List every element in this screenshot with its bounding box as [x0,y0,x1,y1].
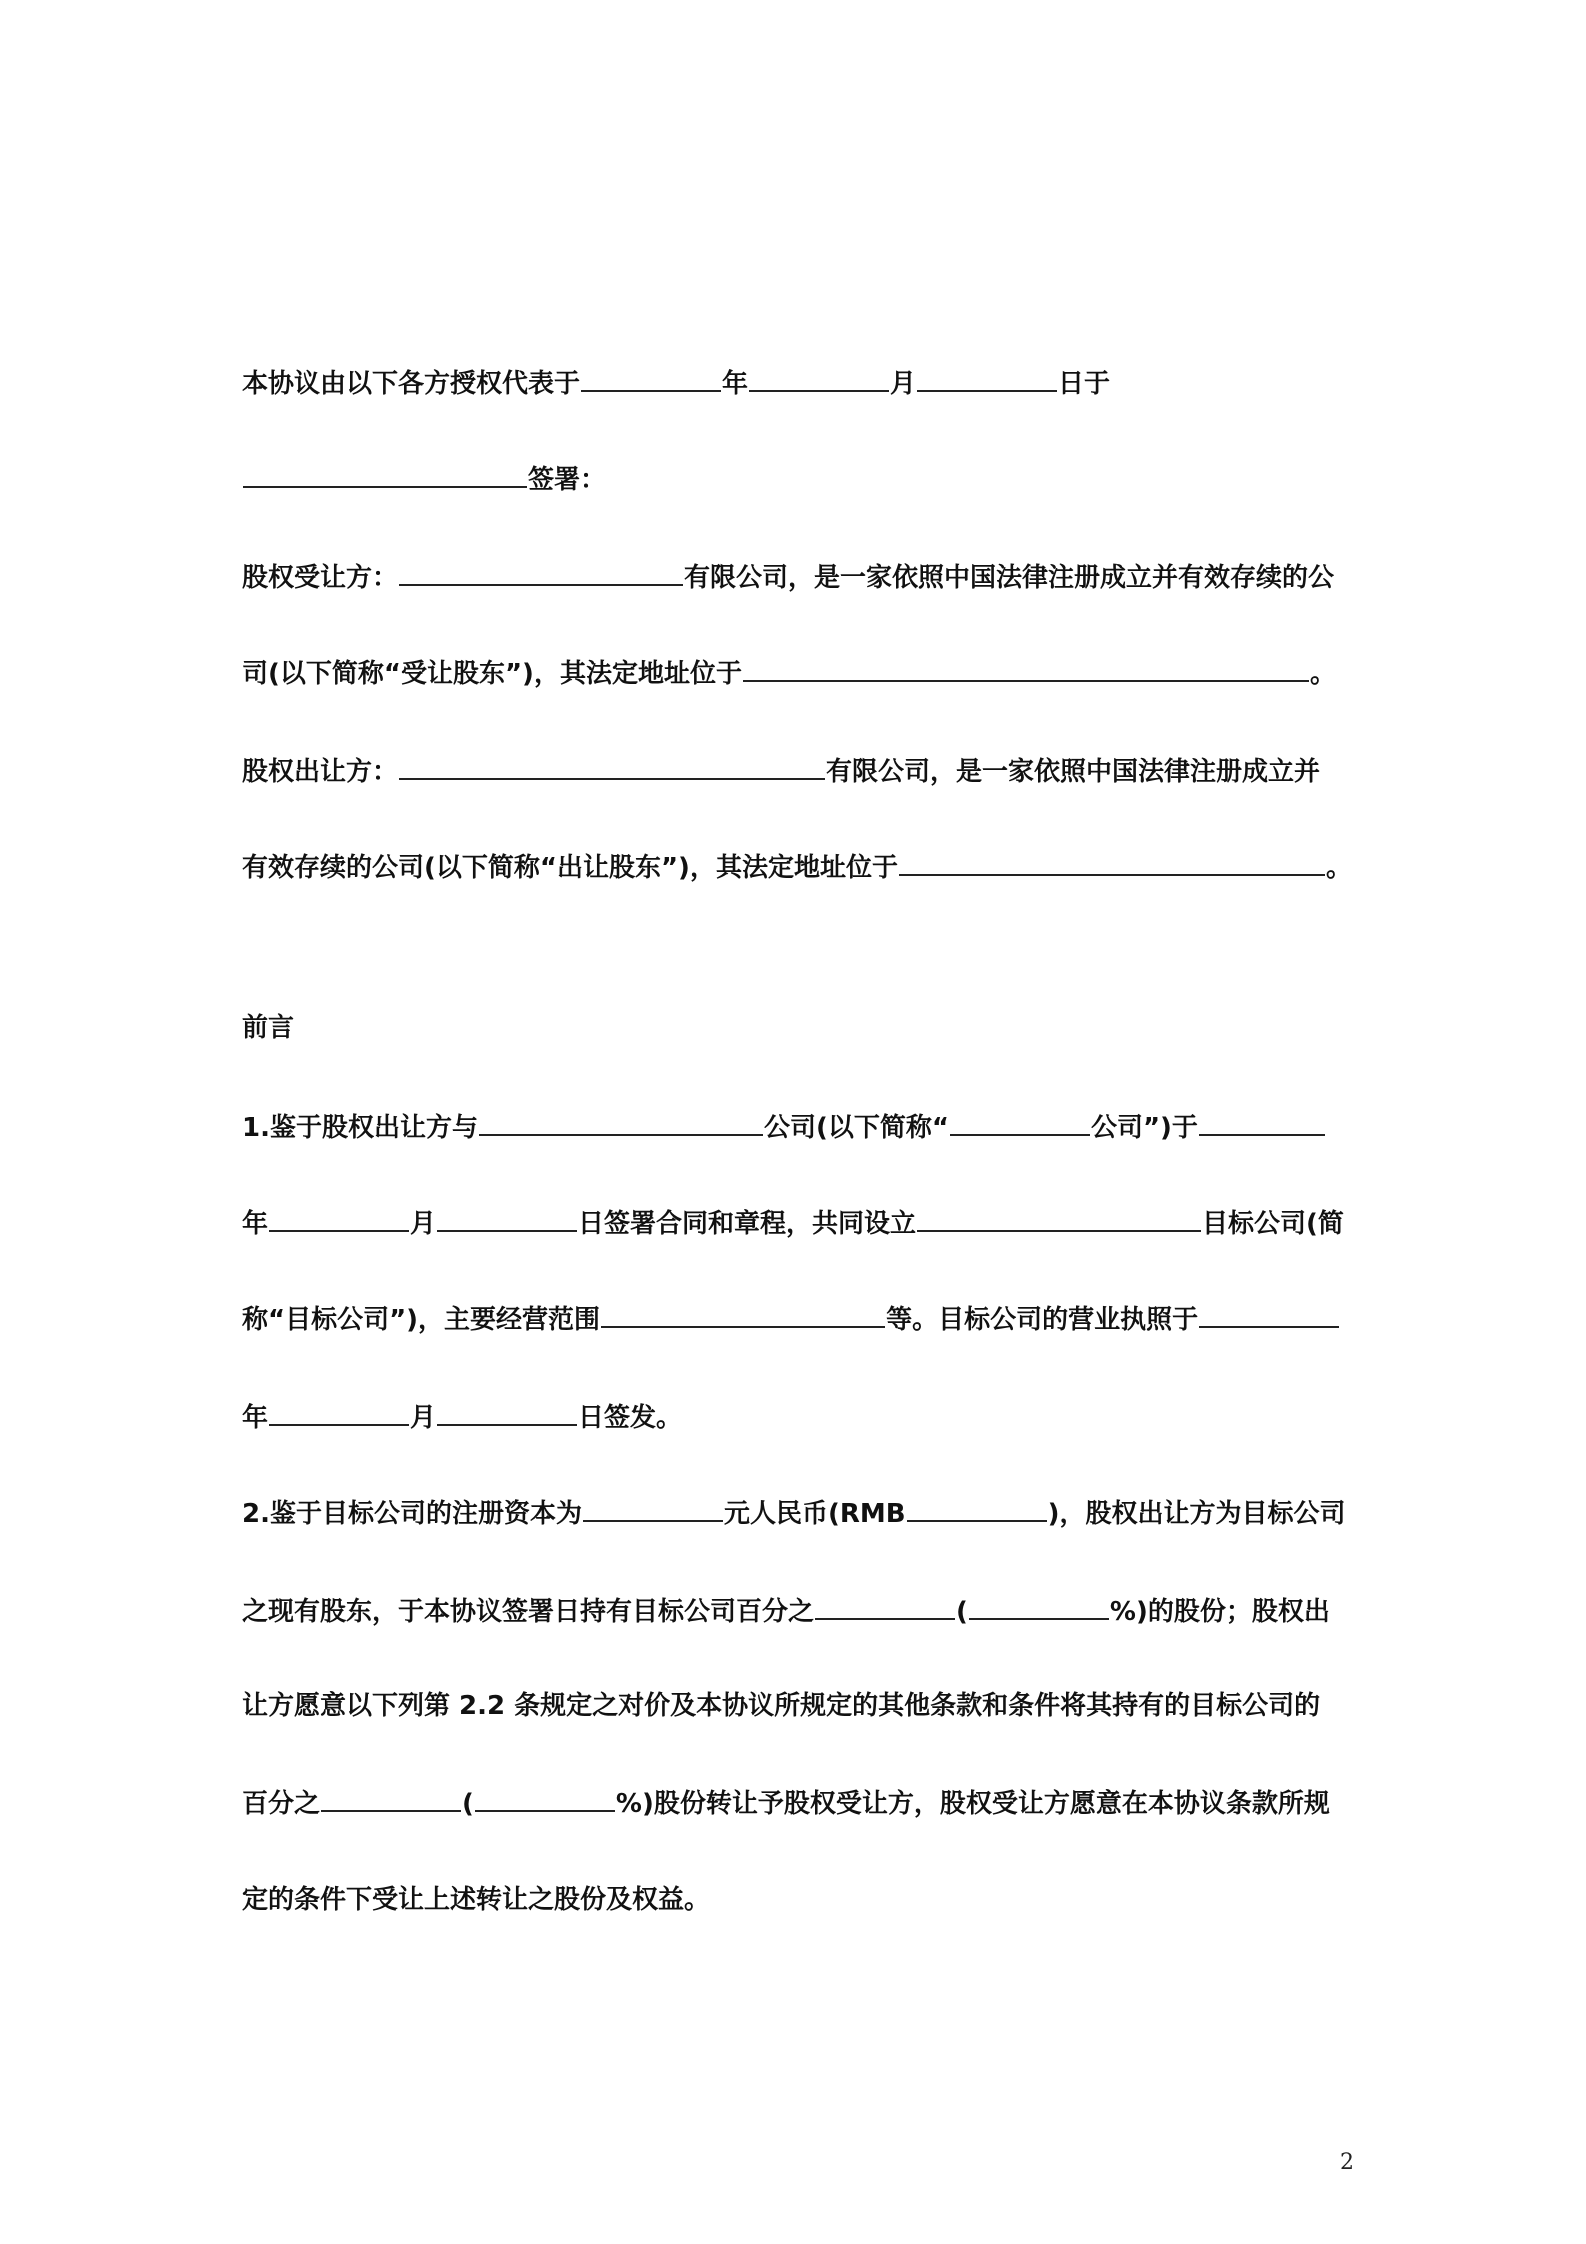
contract-month-blank[interactable] [269,1198,409,1232]
transfer-percent-words-blank[interactable] [321,1778,461,1812]
clause-2-line-3 [242,1676,1320,1736]
date-year-blank[interactable] [581,358,721,392]
partner-short-name-blank[interactable] [950,1102,1090,1136]
target-company-blank[interactable] [917,1198,1201,1232]
signing-place-blank[interactable] [243,454,527,488]
section-heading [242,998,294,1058]
registered-capital-rmb-blank[interactable] [907,1488,1047,1522]
text: ( [956,1597,968,1627]
transferor-line-2 [242,838,1352,898]
text: 百分之 [242,1789,321,1819]
text: 2.鉴于目标公司的注册资本为 [242,1499,582,1529]
text: %)股份转让予股权受让方，股权受让方愿意在本协议条款所规 [615,1789,1330,1819]
text: 。 [1325,853,1352,883]
transferee-name-blank[interactable] [399,552,683,586]
text: ( [462,1789,474,1819]
preamble-line-2 [242,450,606,510]
held-percent-number-blank[interactable] [969,1586,1109,1620]
text: 公司”)于 [1090,1113,1198,1143]
text: 本协议由以下各方授权代表于 [242,369,581,399]
text: 年 [722,369,749,399]
transferee-line-2 [242,644,1336,704]
transferee-line-1 [242,548,1334,608]
text: 日签发。 [578,1403,683,1433]
transfer-percent-number-blank[interactable] [475,1778,615,1812]
text: 股权出让方： [242,757,399,787]
preamble-line-1 [242,354,1110,414]
text: 之现有股东，于本协议签署日持有目标公司百分之 [242,1597,815,1627]
transferor-address-blank[interactable] [899,842,1325,876]
text: 有效存续的公司(以下简称“出让股东”)，其法定地址位于 [242,853,898,883]
business-scope-blank[interactable] [601,1294,885,1328]
date-month-blank[interactable] [749,358,889,392]
heading-text: 前言 [242,1013,295,1043]
text: %)的股份；股权出 [1109,1597,1330,1627]
partner-name-blank[interactable] [479,1102,763,1136]
contract-day-blank[interactable] [437,1198,577,1232]
text: 目标公司(简 [1202,1209,1344,1239]
clause-2-line-5 [242,1870,710,1930]
text: 司(以下简称“受让股东”)，其法定地址位于 [242,659,742,689]
contract-year-blank[interactable] [1199,1102,1325,1136]
text: 签署： [528,465,607,495]
clause-2-line-2 [242,1582,1330,1642]
text: 有限公司，是一家依照中国法律注册成立并 [826,757,1321,787]
text: 让方愿意以下列第 2.2 条规定之对价及本协议所规定的其他条款和条件将其持有的目标公司的 [242,1691,1321,1721]
text: 月 [890,369,917,399]
clause-2-line-4 [242,1774,1330,1834]
text: 日于 [1058,369,1111,399]
license-day-blank[interactable] [437,1392,577,1426]
clause-1-line-2 [242,1194,1344,1254]
date-day-blank[interactable] [917,358,1057,392]
text: 定的条件下受让上述转让之股份及权益。 [242,1885,711,1915]
transferee-address-blank[interactable] [743,648,1309,682]
text: 称“目标公司”)，主要经营范围 [242,1305,601,1335]
text: 股权受让方： [242,563,399,593]
registered-capital-blank[interactable] [583,1488,723,1522]
license-year-blank[interactable] [1199,1294,1339,1328]
clause-1-line-1 [242,1098,1326,1158]
clause-2-line-1 [242,1484,1345,1544]
text: 公司(以下简称“ [763,1113,949,1143]
text: 1.鉴于股权出让方与 [242,1113,478,1143]
text: 元人民币(RMB [723,1499,906,1529]
transferor-name-blank[interactable] [399,746,825,780]
text: 有限公司，是一家依照中国法律注册成立并有效存续的公 [684,563,1335,593]
text: 。 [1309,659,1336,689]
text: 月 [410,1209,437,1239]
text: 年 [242,1403,269,1433]
page-number: 2 [1340,2150,1354,2175]
text: 日签署合同和章程，共同设立 [578,1209,917,1239]
license-month-blank[interactable] [269,1392,409,1426]
text: 月 [410,1403,437,1433]
text: 等。目标公司的营业执照于 [886,1305,1199,1335]
transferor-line-1 [242,742,1320,802]
text: 年 [242,1209,269,1239]
clause-1-line-4 [242,1388,682,1448]
text: )，股权出让方为目标公司 [1047,1499,1346,1529]
held-percent-words-blank[interactable] [815,1586,955,1620]
clause-1-line-3 [242,1290,1340,1350]
